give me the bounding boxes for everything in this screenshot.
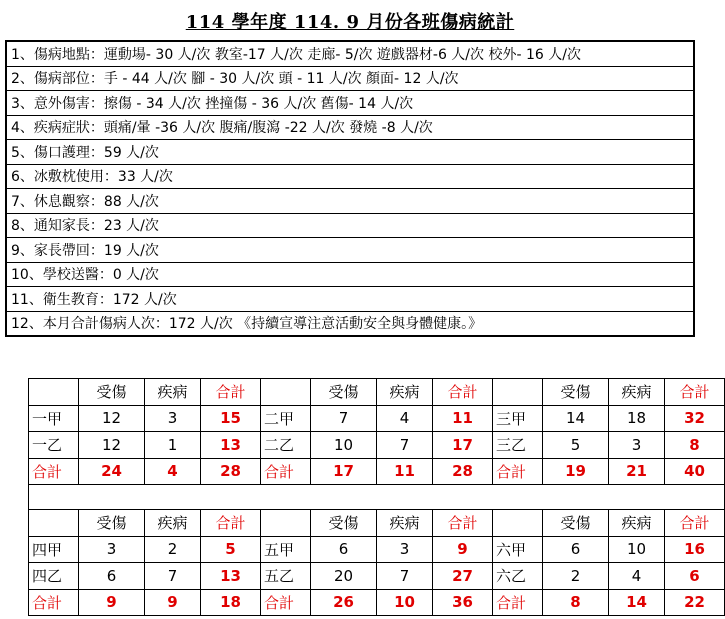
class-row bbox=[29, 432, 725, 459]
injury-count: 19 bbox=[543, 458, 609, 485]
injury-count: 12 bbox=[79, 432, 145, 459]
injury-count: 10 bbox=[311, 432, 377, 459]
class-label: 五甲 bbox=[261, 536, 311, 563]
total-count: 13 bbox=[201, 432, 261, 459]
illness-count: 4 bbox=[609, 563, 665, 590]
stats-row-text: 8、通知家長：23 人/次 bbox=[6, 213, 694, 238]
header-illness: 疾病 bbox=[377, 379, 433, 406]
total-count: 16 bbox=[665, 536, 725, 563]
total-count: 32 bbox=[665, 405, 725, 432]
total-count: 27 bbox=[433, 563, 493, 590]
header-illness: 疾病 bbox=[609, 510, 665, 537]
header-total: 合計 bbox=[665, 379, 725, 406]
stats-row-text: 6、冰敷枕使用：33 人/次 bbox=[6, 164, 694, 189]
stats-row bbox=[6, 238, 694, 263]
header-total: 合計 bbox=[201, 510, 261, 537]
illness-count: 4 bbox=[377, 405, 433, 432]
spacer-row bbox=[29, 485, 725, 510]
illness-count: 7 bbox=[377, 432, 433, 459]
stats-row-text: 1、傷病地點：運動場- 30 人/次 教室-17 人/次 走廊- 5/次 遊戲器材-6 人/次 校外- 16 人/次 bbox=[6, 41, 694, 66]
page-title: 114 學年度 114. 9 月份各班傷病統計 bbox=[185, 12, 515, 33]
stats-row bbox=[6, 91, 694, 116]
injury-count: 8 bbox=[543, 589, 609, 616]
stats-row-text: 2、傷病部位：手 - 44 人/次 腳 - 30 人/次 頭 - 11 人/次 顏面- 12 人/次 bbox=[6, 66, 694, 91]
header-blank-cell bbox=[493, 510, 543, 537]
total-count: 5 bbox=[201, 536, 261, 563]
class-label: 合計 bbox=[261, 458, 311, 485]
total-count: 15 bbox=[201, 405, 261, 432]
illness-count: 21 bbox=[609, 458, 665, 485]
header-injury: 受傷 bbox=[543, 379, 609, 406]
illness-count: 9 bbox=[145, 589, 201, 616]
header-total: 合計 bbox=[433, 510, 493, 537]
stats-row bbox=[6, 66, 694, 91]
total-count: 17 bbox=[433, 432, 493, 459]
injury-count: 6 bbox=[543, 536, 609, 563]
stats-row-text: 3、意外傷害：擦傷 - 34 人/次 挫撞傷 - 36 人/次 舊傷- 14 人/次 bbox=[6, 91, 694, 116]
header-blank-cell bbox=[261, 510, 311, 537]
class-label: 四乙 bbox=[29, 563, 79, 590]
header-blank-cell bbox=[29, 510, 79, 537]
illness-count: 4 bbox=[145, 458, 201, 485]
illness-count: 14 bbox=[609, 589, 665, 616]
class-total-row bbox=[29, 458, 725, 485]
stats-row bbox=[6, 287, 694, 312]
illness-count: 11 bbox=[377, 458, 433, 485]
illness-count: 3 bbox=[377, 536, 433, 563]
class-row bbox=[29, 405, 725, 432]
stats-row bbox=[6, 311, 694, 336]
injury-count: 20 bbox=[311, 563, 377, 590]
stats-row bbox=[6, 189, 694, 214]
stats-row bbox=[6, 262, 694, 287]
header-total: 合計 bbox=[201, 379, 261, 406]
illness-count: 18 bbox=[609, 405, 665, 432]
injury-count: 12 bbox=[79, 405, 145, 432]
stats-row-text: 5、傷口護理：59 人/次 bbox=[6, 140, 694, 165]
class-label: 合計 bbox=[29, 458, 79, 485]
total-count: 6 bbox=[665, 563, 725, 590]
total-count: 22 bbox=[665, 589, 725, 616]
class-label: 六甲 bbox=[493, 536, 543, 563]
class-label: 二乙 bbox=[261, 432, 311, 459]
stats-row-text: 7、休息觀察：88 人/次 bbox=[6, 189, 694, 214]
header-illness: 疾病 bbox=[609, 379, 665, 406]
illness-count: 1 bbox=[145, 432, 201, 459]
class-label: 一甲 bbox=[29, 405, 79, 432]
header-injury: 受傷 bbox=[79, 379, 145, 406]
injury-count: 14 bbox=[543, 405, 609, 432]
header-blank-cell bbox=[261, 379, 311, 406]
injury-count: 6 bbox=[79, 563, 145, 590]
illness-count: 2 bbox=[145, 536, 201, 563]
total-count: 40 bbox=[665, 458, 725, 485]
header-illness: 疾病 bbox=[145, 379, 201, 406]
injury-count: 7 bbox=[311, 405, 377, 432]
class-label: 三甲 bbox=[493, 405, 543, 432]
stats-row-text: 12、本月合計傷病人次：172 人/次 《持續宣導注意活動安全與身體健康。》 bbox=[6, 311, 694, 336]
stats-row bbox=[6, 115, 694, 140]
class-header-row bbox=[29, 510, 725, 537]
injury-count: 24 bbox=[79, 458, 145, 485]
header-illness: 疾病 bbox=[377, 510, 433, 537]
class-row bbox=[29, 563, 725, 590]
spacer-cell bbox=[29, 485, 725, 510]
header-blank-cell bbox=[493, 379, 543, 406]
injury-count: 2 bbox=[543, 563, 609, 590]
class-total-row bbox=[29, 589, 725, 616]
injury-count: 9 bbox=[79, 589, 145, 616]
injury-count: 17 bbox=[311, 458, 377, 485]
header-blank-cell bbox=[29, 379, 79, 406]
header-injury: 受傷 bbox=[79, 510, 145, 537]
class-label: 三乙 bbox=[493, 432, 543, 459]
header-injury: 受傷 bbox=[543, 510, 609, 537]
summary-stats-table bbox=[5, 40, 695, 337]
header-injury: 受傷 bbox=[311, 510, 377, 537]
class-label: 六乙 bbox=[493, 563, 543, 590]
class-label: 合計 bbox=[29, 589, 79, 616]
stats-row bbox=[6, 213, 694, 238]
stats-row bbox=[6, 41, 694, 66]
total-count: 8 bbox=[665, 432, 725, 459]
illness-count: 7 bbox=[145, 563, 201, 590]
class-label: 四甲 bbox=[29, 536, 79, 563]
injury-count: 26 bbox=[311, 589, 377, 616]
stats-row-text: 10、學校送醫：0 人/次 bbox=[6, 262, 694, 287]
total-count: 18 bbox=[201, 589, 261, 616]
class-label: 一乙 bbox=[29, 432, 79, 459]
class-label: 合計 bbox=[493, 589, 543, 616]
total-count: 13 bbox=[201, 563, 261, 590]
total-count: 28 bbox=[433, 458, 493, 485]
total-count: 9 bbox=[433, 536, 493, 563]
header-injury: 受傷 bbox=[311, 379, 377, 406]
illness-count: 10 bbox=[377, 589, 433, 616]
illness-count: 10 bbox=[609, 536, 665, 563]
class-row bbox=[29, 536, 725, 563]
injury-count: 6 bbox=[311, 536, 377, 563]
injury-count: 5 bbox=[543, 432, 609, 459]
class-label: 二甲 bbox=[261, 405, 311, 432]
total-count: 11 bbox=[433, 405, 493, 432]
header-total: 合計 bbox=[433, 379, 493, 406]
stats-row-text: 11、衛生教育：172 人/次 bbox=[6, 287, 694, 312]
stats-row bbox=[6, 140, 694, 165]
header-illness: 疾病 bbox=[145, 510, 201, 537]
illness-count: 3 bbox=[145, 405, 201, 432]
class-label: 五乙 bbox=[261, 563, 311, 590]
illness-count: 7 bbox=[377, 563, 433, 590]
illness-count: 3 bbox=[609, 432, 665, 459]
stats-row-text: 9、家長帶回：19 人/次 bbox=[6, 238, 694, 263]
total-count: 36 bbox=[433, 589, 493, 616]
stats-row bbox=[6, 164, 694, 189]
class-label: 合計 bbox=[493, 458, 543, 485]
injury-count: 3 bbox=[79, 536, 145, 563]
header-total: 合計 bbox=[665, 510, 725, 537]
class-label: 合計 bbox=[261, 589, 311, 616]
total-count: 28 bbox=[201, 458, 261, 485]
class-stats-table bbox=[28, 378, 725, 616]
class-header-row bbox=[29, 379, 725, 406]
stats-row-text: 4、疾病症狀：頭痛/暈 -36 人/次 腹痛/腹瀉 -22 人/次 發燒 -8 人/次 bbox=[6, 115, 694, 140]
